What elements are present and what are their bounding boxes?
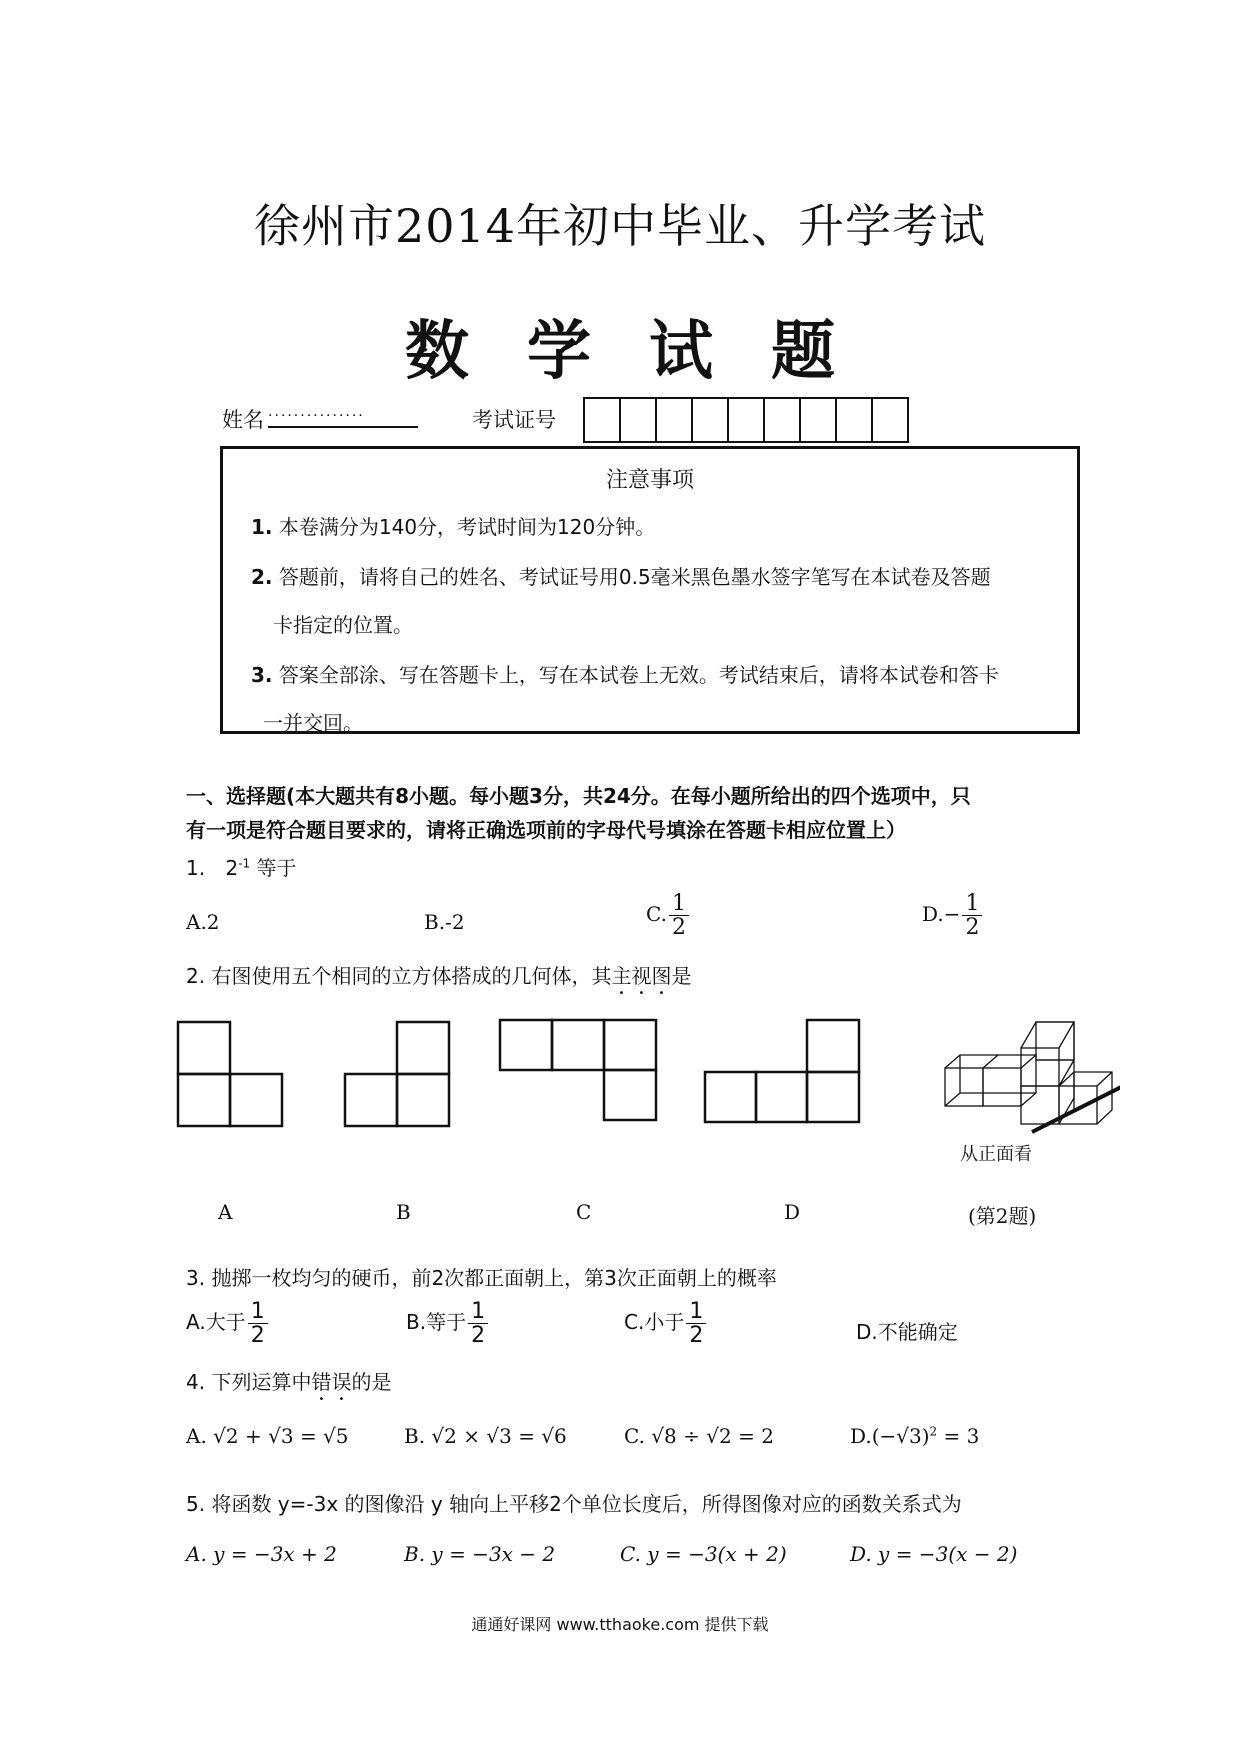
view-caption: 从正面看 bbox=[960, 1144, 1032, 1165]
notice-item bbox=[251, 561, 991, 590]
option-d[interactable]: D. y = −3(x − 2) bbox=[850, 1542, 1018, 1566]
expression-tail: = 2 bbox=[731, 1424, 774, 1448]
fraction-denominator: 2 bbox=[671, 915, 686, 941]
option-label: B.等于 bbox=[406, 1310, 467, 1335]
question-4 bbox=[186, 1366, 391, 1405]
question-text: 是 bbox=[671, 964, 692, 988]
emphasized-text: 主视图 bbox=[611, 964, 672, 988]
exam-id-cell[interactable] bbox=[765, 399, 801, 441]
fraction-numerator: 1 bbox=[962, 892, 982, 916]
notice-item-text: 本卷满分为140分，考试时间为120分钟。 bbox=[278, 515, 656, 539]
option-b[interactable]: B. y = −3x − 2 bbox=[404, 1542, 556, 1566]
figure-b bbox=[345, 1022, 449, 1126]
name-label: 姓名 bbox=[222, 408, 264, 432]
figure-a bbox=[178, 1022, 282, 1126]
question-text: 的是 bbox=[351, 1370, 392, 1394]
option-c[interactable]: C. √8 ÷ √2 = 2 bbox=[624, 1424, 774, 1448]
figure-d bbox=[705, 1020, 859, 1122]
notice-item-continuation: 一并交回。 bbox=[263, 711, 363, 735]
option-d[interactable] bbox=[922, 892, 982, 939]
figure-label-c: C bbox=[576, 1200, 592, 1224]
emphasized-text: 错误 bbox=[311, 1370, 352, 1394]
option-c[interactable] bbox=[646, 892, 689, 939]
fraction-numerator: 1 bbox=[686, 1300, 706, 1324]
exam-id-cell[interactable] bbox=[693, 399, 729, 441]
option-c[interactable] bbox=[624, 1300, 706, 1347]
question-text: 等于 bbox=[256, 856, 297, 880]
option-a[interactable] bbox=[186, 1300, 268, 1347]
fraction-numerator: 1 bbox=[669, 892, 689, 916]
option-a[interactable]: A.2 bbox=[186, 910, 220, 934]
fraction-denominator: 2 bbox=[965, 915, 980, 941]
question-5: 5. 将函数 y=-3x 的图像沿 y 轴向上平移2个单位长度后，所得图像对应的函数关系式为 bbox=[186, 1492, 962, 1516]
question-3: 3. 抛掷一枚均匀的硬币，前2次都正面朝上，第3次正面朝上的概率 bbox=[186, 1266, 777, 1290]
notice-title: 注意事项 bbox=[605, 468, 694, 493]
option-label: A.大于 bbox=[186, 1310, 246, 1335]
question-text: 2. 右图使用五个相同的立方体搭成的几何体，其 bbox=[186, 964, 612, 988]
exam-title: 徐州市2014年初中毕业、升学考试 bbox=[253, 199, 987, 253]
exam-id-cell[interactable] bbox=[729, 399, 765, 441]
notice-box bbox=[220, 446, 1080, 734]
footer-credit: 通通好课网 www.tthaoke.com 提供下载 bbox=[471, 1615, 769, 1634]
notice-item-number: 3. bbox=[251, 663, 273, 687]
option-label: C. bbox=[624, 1424, 645, 1448]
subject-title: 数学试题 bbox=[405, 315, 893, 389]
option-a[interactable]: A. √2 + √3 = √5 bbox=[186, 1424, 349, 1448]
notice-item-number: 2. bbox=[251, 565, 273, 589]
question-text: 4. 下列运算中 bbox=[186, 1370, 312, 1394]
notice-item-text: 答题前，请将自己的姓名、考试证号用0.5毫米黑色墨水签字笔写在本试卷及答题 bbox=[278, 565, 991, 589]
fraction-denominator: 2 bbox=[689, 1323, 704, 1349]
exam-id-boxes[interactable] bbox=[583, 397, 909, 443]
exam-id-cell[interactable] bbox=[585, 399, 621, 441]
notice-item bbox=[251, 659, 999, 688]
option-label: D.− bbox=[922, 902, 961, 927]
option-label: A. bbox=[186, 1424, 207, 1448]
power-exponent: -1 bbox=[238, 856, 251, 871]
section-heading-cont: 有一项是符合题目要求的，请将正确选项前的字母代号填涂在答题卡相应位置上） bbox=[186, 818, 906, 842]
exam-id-cell[interactable] bbox=[621, 399, 657, 441]
option-d[interactable]: D.不能确定 bbox=[856, 1320, 958, 1344]
notice-item-text: 答案全部涂、写在答题卡上，写在本试卷上无效。考试结束后，请将本试卷和答卡 bbox=[278, 663, 999, 687]
notice-item-continuation: 卡指定的位置。 bbox=[273, 613, 413, 637]
question-2 bbox=[186, 960, 691, 999]
question-1 bbox=[186, 852, 297, 881]
fraction-denominator: 2 bbox=[250, 1323, 265, 1349]
option-d[interactable]: $D.(-√3)^2 = 3$ bbox=[850, 1424, 980, 1448]
option-label: C. bbox=[646, 902, 667, 927]
option-b[interactable] bbox=[406, 1300, 488, 1347]
fraction bbox=[962, 892, 982, 939]
fraction-numerator: 1 bbox=[468, 1300, 488, 1324]
section-heading: 一、选择题(本大题共有8小题。每小题3分，共24分。在每小题所给出的四个选项中，只 bbox=[186, 784, 971, 808]
exam-id-cell[interactable] bbox=[873, 399, 907, 441]
option-b[interactable]: B.-2 bbox=[424, 910, 465, 934]
fraction bbox=[248, 1300, 268, 1347]
solid-figure bbox=[945, 1022, 1112, 1124]
option-a[interactable]: A. y = −3x + 2 bbox=[186, 1542, 337, 1566]
fraction bbox=[669, 892, 689, 939]
question-number: 1. bbox=[186, 856, 206, 880]
figure-label-b: B bbox=[396, 1200, 411, 1224]
option-label: B. bbox=[404, 1424, 426, 1448]
notice-item bbox=[251, 511, 655, 540]
option-b[interactable]: B. √2 × √3 = √6 bbox=[404, 1424, 567, 1448]
exam-id-label: 考试证号 bbox=[472, 408, 556, 432]
option-label: C.小于 bbox=[624, 1310, 685, 1335]
fraction bbox=[468, 1300, 488, 1347]
exam-id-cell[interactable] bbox=[657, 399, 693, 441]
figure-caption: (第2题) bbox=[968, 1204, 1037, 1228]
exam-id-cell[interactable] bbox=[801, 399, 837, 441]
fraction-numerator: 1 bbox=[248, 1300, 268, 1324]
figure-label-a: A bbox=[218, 1200, 233, 1224]
power-base: 2 bbox=[225, 856, 239, 880]
exam-id-cell[interactable] bbox=[837, 399, 873, 441]
option-c[interactable]: C. y = −3(x + 2) bbox=[620, 1542, 787, 1566]
name-field[interactable]: ............... bbox=[268, 404, 418, 428]
option-label: D. bbox=[850, 1424, 872, 1448]
expression-tail: = 3 bbox=[937, 1424, 980, 1448]
fraction-denominator: 2 bbox=[471, 1323, 486, 1349]
fraction bbox=[686, 1300, 706, 1347]
notice-item-number: 1. bbox=[251, 515, 273, 539]
figure-label-d: D bbox=[784, 1200, 801, 1224]
figure-c bbox=[500, 1020, 656, 1120]
